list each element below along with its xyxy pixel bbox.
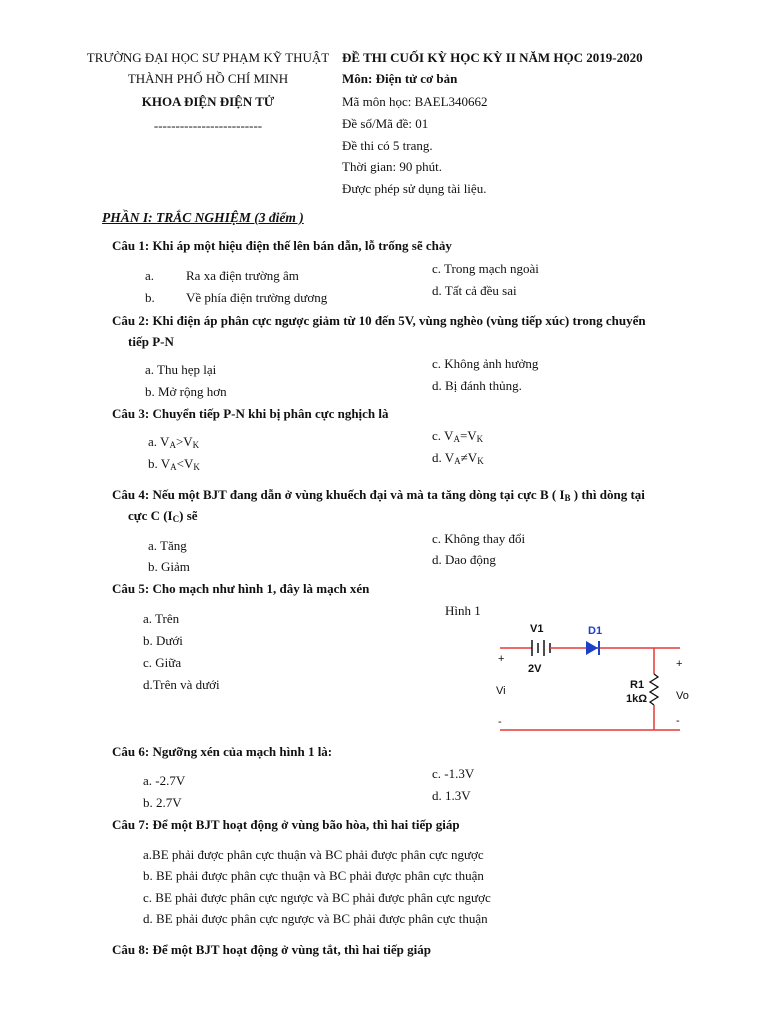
question-1: Câu 1: Khi áp một hiệu điện thế lên bán dẫn, lỗ trống sẽ chảy (112, 238, 452, 253)
q1-option-d: d. Tất cả đều sai (432, 283, 517, 298)
q5-option-b: b. Dưới (143, 633, 183, 648)
q6-option-d: d. 1.3V (432, 788, 471, 803)
question-4-line2: cực C $(I_C)$ sẽ (128, 508, 198, 524)
exam-duration: Thời gian: 90 phút. (342, 159, 443, 174)
q1-option-c: c. Trong mạch ngoài (432, 261, 539, 276)
q6-option-c: c. -1.3V (432, 766, 475, 781)
q5-option-c: c. Giữa (143, 655, 182, 670)
d1-label: D1 (588, 625, 603, 637)
q5-option-d: d.Trên và dưới (143, 677, 220, 692)
exam-number: Đề số/Mã đề: 01 (342, 116, 429, 131)
vi-minus: - (498, 716, 502, 728)
question-2-line2: tiếp P-N (128, 334, 174, 349)
vi-label: Vi (496, 685, 506, 697)
q2-option-a: a. Thu hẹp lại (145, 362, 217, 377)
vi-plus: + (498, 653, 505, 665)
section-title: PHẦN I: TRẮC NGHIỆM (3 điểm ) (102, 210, 304, 225)
q4-option-c: c. Không thay đổi (432, 531, 526, 546)
q1-option-b-letter: b. (145, 290, 155, 305)
question-4-line1: Câu 4: Nếu một BJT đang dẫn ở vùng khuếch đại và mà ta tăng dòng tại cực B ( $I_B$ ) thì dòng tại (112, 487, 645, 503)
vo-plus: + (676, 658, 683, 670)
q1-option-a: Ra xa điện trường âm (186, 268, 299, 283)
q3-option-d: d. $V_A\ne V_K$ (432, 450, 484, 466)
q1-option-b: Về phía điện trường dương (186, 290, 328, 305)
exam-subject: Môn: Điện tử cơ bản (342, 71, 458, 86)
clipper-circuit-diagram (490, 612, 700, 742)
page-count: Đề thi có 5 trang. (342, 138, 433, 153)
q3-option-b: b. $V_A<V_K$ (148, 456, 200, 472)
question-2-line1: Câu 2: Khi điện áp phân cực ngược giảm từ 10 đến 5V, vùng nghèo (vùng tiếp xúc) trong chuyển (112, 313, 646, 328)
q7-option-c: c. BE phải được phân cực ngược và BC phải được phân cực ngược (143, 890, 491, 905)
q7-option-a: a.BE phải được phân cực thuận và BC phải được phân cực ngược (143, 847, 484, 862)
question-3: Câu 3: Chuyển tiếp P-N khi bị phân cực nghịch là (112, 406, 389, 421)
header-divider: ------------------------- (153, 118, 263, 133)
resistor-zigzag (650, 674, 658, 705)
faculty-name: KHOA ĐIỆN ĐIỆN TỬ (141, 94, 275, 109)
q2-option-b: b. Mở rộng hơn (145, 384, 227, 399)
school-name-line2: THÀNH PHỐ HỒ CHÍ MINH (127, 71, 289, 86)
course-code: Mã môn học: BAEL340662 (342, 94, 488, 109)
q6-option-a: a. -2.7V (143, 773, 186, 788)
q3-option-a: a. $V_A>V_K$ (148, 434, 200, 450)
v1-value: 2V (528, 663, 542, 675)
question-8: Câu 8: Để một BJT hoạt động ở vùng tắt, thì hai tiếp giáp (112, 942, 432, 957)
q2-option-c: c. Không ảnh hưởng (432, 356, 539, 371)
v1-label: V1 (530, 623, 544, 635)
r1-label: R1 (630, 679, 645, 691)
q3-option-c: c. $V_A=V_K$ (432, 428, 484, 444)
exam-title: ĐỀ THI CUỐI KỲ HỌC KỲ II NĂM HỌC 2019-2020 (342, 50, 643, 65)
q4-option-d: d. Dao động (432, 552, 496, 567)
q6-option-b: b. 2.7V (143, 795, 182, 810)
figure-caption: Hình 1 (445, 603, 481, 618)
q7-option-d: d. BE phải được phân cực ngược và BC phải được phân cực thuận (143, 911, 488, 926)
question-5: Câu 5: Cho mạch như hình 1, đây là mạch xén (112, 581, 370, 596)
q5-option-a: a. Trên (143, 611, 180, 626)
school-name-line1: TRƯỜNG ĐẠI HỌC SƯ PHẠM KỸ THUẬT (86, 50, 330, 65)
materials-note: Được phép sử dụng tài liệu. (342, 181, 487, 196)
vo-minus: - (676, 715, 680, 727)
q4-option-a: a. Tăng (148, 538, 187, 553)
q2-option-d: d. Bị đánh thủng. (432, 378, 522, 393)
q1-option-a-letter: a. (145, 268, 155, 283)
q7-option-b: b. BE phải được phân cực thuận và BC phải được phân cực thuận (143, 868, 484, 883)
q4-option-b: b. Giảm (148, 559, 190, 574)
question-7: Câu 7: Để một BJT hoạt động ở vùng bão hòa, thì hai tiếp giáp (112, 817, 460, 832)
vo-label: Vo (676, 690, 689, 702)
question-6: Câu 6: Ngưỡng xén của mạch hình 1 là: (112, 744, 333, 759)
r1-value: 1kΩ (626, 693, 648, 705)
